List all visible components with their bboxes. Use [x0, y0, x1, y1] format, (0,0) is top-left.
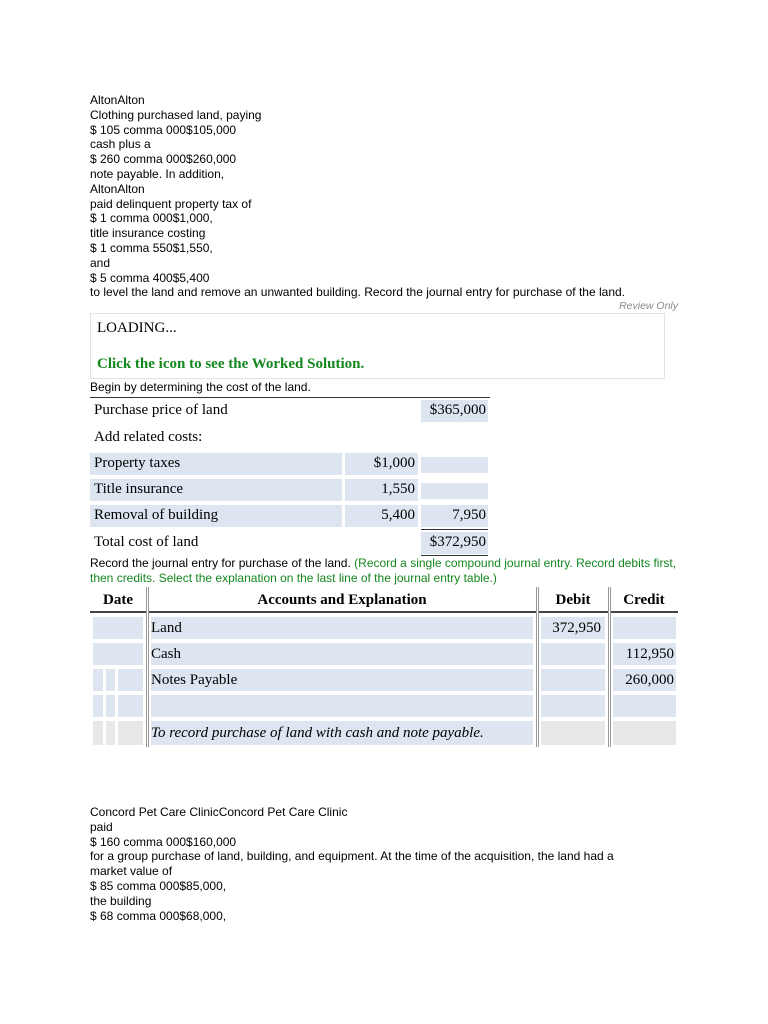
debit-amount: 372,950: [552, 620, 601, 636]
credit-amount: 112,950: [625, 646, 674, 662]
account-cell[interactable]: [151, 617, 533, 639]
record-instruction-text: Record the journal entry for purchase of the land.: [90, 556, 351, 570]
cost-label: Title insurance: [94, 481, 184, 497]
credit-cell[interactable]: [613, 695, 676, 717]
problem2-line: $ 160 comma 000$160,000: [90, 834, 237, 849]
problem-line: cash plus a: [90, 137, 151, 152]
cost-label: Removal of building: [94, 507, 219, 523]
account-cell[interactable]: [151, 695, 533, 717]
date-cell[interactable]: [93, 643, 143, 665]
review-only-label: Review Only: [619, 300, 678, 312]
problem-line: note payable. In addition,: [90, 166, 225, 181]
loading-text: LOADING...: [97, 320, 177, 336]
debit-cell[interactable]: [541, 669, 605, 691]
credit-amount: 260,000: [625, 672, 674, 688]
related-costs-total: 7,950: [452, 507, 486, 523]
problem2-line: market value of: [90, 864, 173, 879]
date-cell[interactable]: [93, 617, 143, 639]
cost-row-total: [90, 532, 490, 554]
problem2-text: [90, 805, 690, 923]
journal-explanation: To record purchase of land with cash and note payable.: [151, 725, 484, 741]
worked-solution-link[interactable]: Click the icon to see the Worked Solution.: [97, 356, 365, 372]
record-instruction-note: (Record a single compound journal entry. Record debits first, then credits. Select the explanation on the last line of the journal entry table.): [90, 556, 677, 585]
problem-line: $ 260 comma 000$260,000: [90, 152, 237, 167]
record-instruction: [90, 556, 690, 585]
problem2-line: the building: [90, 893, 152, 908]
begin-text: Begin by determining the cost of the land.: [90, 380, 311, 394]
credit-cell[interactable]: [613, 617, 676, 639]
cost-value: 1,550: [381, 481, 415, 497]
problem-text: [90, 93, 690, 300]
cost-label: Property taxes: [94, 455, 181, 471]
debit-cell[interactable]: [541, 643, 605, 665]
cost-value: 5,400: [381, 507, 415, 523]
problem2-line: paid: [90, 819, 113, 834]
cost-total-value: $372,950: [429, 534, 486, 550]
credit-header: Credit: [610, 587, 678, 613]
problem-line: paid delinquent property tax of: [90, 196, 252, 211]
worked-solution-panel: [90, 313, 665, 379]
debit-cell[interactable]: [541, 695, 605, 717]
problem-line: to level the land and remove an unwanted building. Record the journal entry for purchase of the land.: [90, 285, 626, 300]
cost-row-purchase: [90, 400, 490, 422]
problem2-line: $ 85 comma 000$85,000,: [90, 878, 227, 893]
problem-line: Clothing purchased land, paying: [90, 107, 262, 122]
account-name: Notes Payable: [151, 672, 238, 688]
accounts-header: Accounts and Explanation: [148, 587, 536, 613]
cost-label: Add related costs:: [94, 429, 203, 445]
problem-line: $ 105 comma 000$105,000: [90, 122, 237, 137]
date-cell: [93, 721, 103, 745]
debit-header: Debit: [538, 587, 608, 613]
problem2-line: $ 68 comma 000$68,000,: [90, 908, 227, 923]
cost-value: $1,000: [373, 455, 415, 471]
problem-line: and: [90, 255, 111, 270]
cost-label: Purchase price of land: [94, 402, 228, 418]
cost-row-tax: [90, 453, 490, 475]
problem2-line: Concord Pet Care ClinicConcord Pet Care Clinic: [90, 805, 348, 819]
problem-line: AltonAlton: [90, 93, 145, 107]
problem-line: $ 1 comma 550$1,550,: [90, 240, 213, 255]
problem-line: $ 5 comma 400$5,400: [90, 270, 210, 285]
journal-entry-table: [90, 587, 678, 747]
date-cell[interactable]: [93, 695, 103, 717]
cost-of-land-table: [90, 397, 490, 555]
account-cell[interactable]: [151, 643, 533, 665]
problem-line: AltonAlton: [90, 181, 145, 196]
account-name: Land: [151, 620, 182, 636]
cost-value: $365,000: [429, 402, 486, 418]
cost-row-add: [90, 427, 490, 449]
problem-line: $ 1 comma 000$1,000,: [90, 211, 213, 226]
problem2-line: for a group purchase of land, building, and equipment. At the time of the acquisition, the land had a: [90, 849, 614, 864]
date-header: Date: [90, 587, 146, 613]
cost-label: Total cost of land: [94, 534, 199, 550]
problem-line: title insurance costing: [90, 226, 206, 241]
date-cell[interactable]: [93, 669, 103, 691]
cost-row-title: [90, 479, 490, 501]
account-name: Cash: [151, 646, 181, 662]
cost-row-removal: [90, 505, 490, 527]
